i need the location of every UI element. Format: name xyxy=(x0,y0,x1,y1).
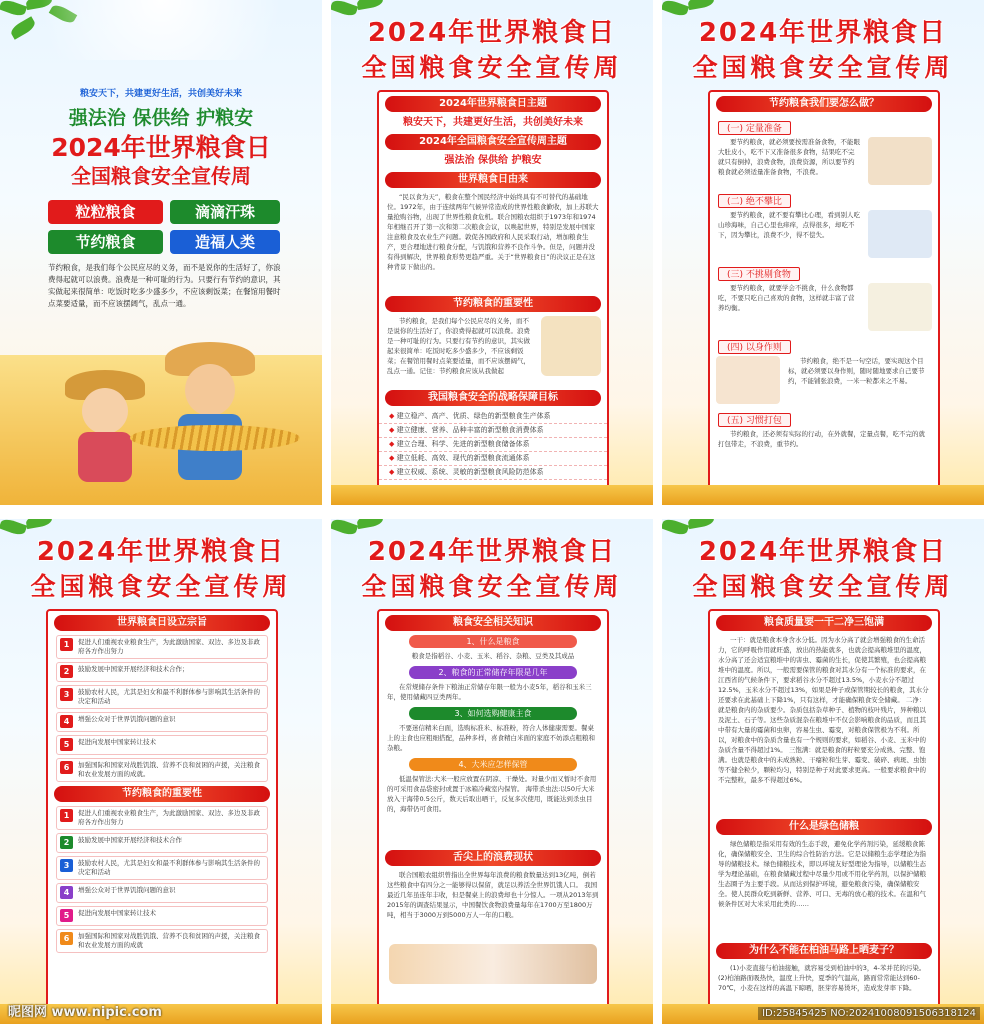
section-bar: 我国粮食安全的战略保障目标 xyxy=(385,390,601,406)
panel-purpose xyxy=(0,519,322,1024)
panel-theme xyxy=(331,0,653,505)
theme-text: 强法治 保供给 护粮安 xyxy=(444,155,542,166)
asphalt-text: (1)小麦直接与柏油接触，就容易受到柏油中的3，4-苯并芘的污染。 (2)柏油路面吸热快，温度上升快，夏季的气温高，路面常常能达到60-70℃，小麦在这样的高温下晾晒，胚芽容易烫坏，造成发芽率下降。 xyxy=(718,964,926,992)
purpose-item: 5 促进向发展中国家转让技术 xyxy=(56,735,268,755)
content-card xyxy=(377,90,609,490)
quality-text: 一干：就是粮食本身含水分低。因为水分高了就会增强粮食的生命活力，它的呼吸作用就旺盛，放出的热能就多，也就会提高粮堆里的温度，水分高了还会适宜粮堆中的害虫、霉菌的生长，促使其繁殖，也会提高粮堆中的温度。所以，一般需要保管的粮食对其水分有一个标准的要求，在江西省的气候条件下，要求稻谷水分不超过13.5%，小麦水分不超过12.5%，玉米水分不超过13%，如果是种子或保管期较长的粮食，其水分还要求在此基础上下降1%，只有这样，才能确保粮食安全储藏。 二净：就是粮食内的杂质要少。杂质包括杂草种子、植物的枝叶残片，异种粮以及泥土、石子等。这些杂质混杂在粮堆中不仅会影响粮食的品质，而且其中带有大量的霉菌和虫卵，容易生虫、霉变，对粮食保管极为不利。所以，对粮食中的杂质含量也有一个规则的要求，如稻谷、小麦、玉米中的杂质含量不得超过1%。 三饱满：就是粮食的籽粒要充分成熟、完整、饱满。也就是粮食中的未成熟粒、干瘪粒和生芽、霉变、破碎、病斑、虫蚀等不健全粒少，颗粒均匀，特别是种子对此要求更高。一般要求粮食中的不完整粒，最多不得超过6%。 xyxy=(718,636,929,784)
green-storage-text: 绿色储粮是指采用有效的生态手段，避免化学药剂污染，延缓粮食陈化，确保储粮安全、卫生的综合性防治方法。它是以储粮生态学理论为指导的储粮技术。绿色储粮技术，即以环境友好型理论为指导，以储粮生态学为理论基础，在粮食储藏过程中尽量少用或不用化学药剂，以保护储粮生态圈子为主要手段。从而达到保护环境，避免粮食污染，确保储粮安全。使人民群众吃到新鲜、营养、可口、无毒的放心粮的技术。在温和气候条件区对大米采用此类的…… xyxy=(718,840,926,908)
purpose-item: 4 增强公众对于世界饥饿问题的意识 xyxy=(56,712,268,732)
section-bar: 2024年世界粮食日主题 xyxy=(385,96,601,112)
step-block xyxy=(710,262,938,335)
cover-line1: 强法治 保供给 护粮安 xyxy=(68,107,254,129)
question-pill: 1、什么是粮食 xyxy=(409,635,577,648)
section-bar: 世界粮食日由来 xyxy=(385,172,601,188)
field-strip xyxy=(662,485,984,505)
step-text: 要节约粮食，就要学会不挑食，什么食物都吃，不要只吃自己喜欢的食物，这样就丰富了营养均衡。 xyxy=(718,284,855,312)
answer-text: 低温保管法:大米一般应放置在阴凉、干燥处。对量少而又暂时不食用的可采用食品袋密封或置于冰箱冷藏室内保管。 海带杀虫法:以50斤大米放入干海带0.5公斤，数天后取出晒干，反复多次使用，既能达到杀虫目的，海带仍可食用。 xyxy=(387,775,597,813)
header-subtitle: 全国粮食安全宣传周 xyxy=(30,572,292,601)
section-bar: 节约粮食的重要性 xyxy=(54,786,270,802)
importance-item: 1 促进人们重视农业粮食生产，为此激励国家、双边、多边及非政府各方作出努力 xyxy=(56,806,268,830)
content-card xyxy=(708,90,940,490)
importance-item: 4 增强公众对于世界饥饿问题的意识 xyxy=(56,883,268,903)
panel-cover xyxy=(0,0,322,505)
waste-illustration xyxy=(389,944,597,984)
goal-item: ◆ 建立合理、科学、先进的新型粮食储备体系 xyxy=(379,438,607,452)
step-block xyxy=(710,116,938,189)
watermark-left: 昵图网 www.nipic.com xyxy=(8,1005,162,1020)
panel-how-to-save xyxy=(662,0,984,505)
section-bar: 世界粮食日设立宗旨 xyxy=(54,615,270,631)
answer-text: 不要迷信精米白面，选购标准米、标准粉，符合人体健康需要。餐桌上的主食也应粗细搭配，品种多样，喜食精白米面的家庭不妨添点粗粮和杂粮。 xyxy=(387,724,595,752)
badge-4: 造福人类 xyxy=(170,230,280,254)
step-label: (一) 定量准备 xyxy=(718,121,791,135)
panel-quality xyxy=(662,519,984,1024)
question-pill: 3、如何选购健康主食 xyxy=(409,707,577,720)
importance-item: 5 促进向发展中国家转让技术 xyxy=(56,906,268,926)
origin-text: “民以食为天”，粮食在整个国民经济中始终具有不可替代的基础地位。1972年，由于连续两年气候异常造成的世界性粮食歉收，加上苏联大量抢购谷物，出现了世界性粮食危机。联合国粮农组织于1973年和1974年相继召开了第一次和第二次粮食会议，以唤起世界，特别是发展中国家注意粮食及农业生产问题。敦促各国政府和人民采取行动，增加粮食生产，更合理地进行粮食分配，与饥饿和营养不良作斗争。但是，问题并没有得到解决，世界粮食形势更趋严重。关于“世界粮食日”的决议正是在这种背景下做出的。 xyxy=(387,193,599,271)
step-text: 节约粮食，还必须有实际的行动，在外就餐，定量点餐，吃不完的就打包带走，不浪费，重节约。 xyxy=(718,430,925,448)
header-title: 2024年世界粮食日 xyxy=(367,18,617,48)
badge-1: 粒粒粮食 xyxy=(48,200,163,224)
purpose-item: 3 鼓励农村人民，尤其是妇女和最不利群体参与影响其生活条件的决定和活动 xyxy=(56,685,268,709)
question-pill: 4、大米应怎样保管 xyxy=(409,758,577,771)
header-title: 2024年世界粮食日 xyxy=(367,537,617,567)
goal-item: ◆ 建立稳产、高产、优质、绿色的新型粮食生产体系 xyxy=(379,410,607,424)
answer-text: 在常规储存条件下粮油正常储存年限一般为小麦5年，稻谷和玉米三年，使用储藏四豆类两年。 xyxy=(387,683,592,701)
section-bar: 2024年全国粮食安全宣传周主题 xyxy=(385,134,601,150)
header-subtitle: 全国粮食安全宣传周 xyxy=(692,53,954,82)
field-strip xyxy=(331,1004,653,1024)
step-illustration xyxy=(868,137,932,185)
importance-text: 节约粮食，是我们每个公民应尽的义务，而不是说你的生活好了，你浪费得起就可以浪费。浪费是一种可耻的行为。只要行有节约的意识，其实做起来很简单：吃饭时吃多少盛多少，不应该剩饭菜；在餐馆用餐时点菜要适量，而不应该摆阔气，乱点一通。记住：节约粮食应该从我做起 xyxy=(387,317,530,375)
badge-3: 节约粮食 xyxy=(48,230,163,254)
goal-item: ◆ 建立权威、系统、灵敏的新型粮食风险防范体系 xyxy=(379,466,607,480)
importance-item: 6 加强国际和国家对战胜饥饿、营养不良和贫困的声援，关注粮食和农业发展方面的成就 xyxy=(56,929,268,953)
theme-text: 粮安天下，共建更好生活，共创美好未来 xyxy=(403,117,583,128)
step-label: (二) 绝不攀比 xyxy=(718,194,791,208)
cover-line2: 2024年世界粮食日 xyxy=(51,133,271,162)
section-bar: 什么是绿色储粮 xyxy=(716,819,932,835)
watermark-right: ID:25845425 NO:20241008091506318124 xyxy=(758,1007,980,1020)
waste-text: 联合国粮农组织曾指出全世界每年浪费的粮食数量达到13亿吨，倒若这些粮食中有四分之一能够得以保留，就足以养活全世界饥饿人口。 我国最近几年虽连年丰收，但是餐桌上的浪费却也十分惊人。一项从2013年到2015年的调查结果显示，中国餐饮食物浪费量每年在1700万至1800万吨，相当于3000万到5000万人一年的口粮。 xyxy=(387,871,599,919)
content-card xyxy=(708,609,940,1009)
section-bar: 粮食安全相关知识 xyxy=(385,615,601,631)
purpose-item: 6 加强国际和国家对战胜饥饿、营养不良和贫困的声援，关注粮食和农业发展方面的成就。 xyxy=(56,758,268,782)
goal-item: ◆ 建立健康、营养、品种丰富的新型粮食消费体系 xyxy=(379,424,607,438)
purpose-item: 1 促进人们重视农业粮食生产，为此激励国家、双边、多边及非政府各方作出努力 xyxy=(56,635,268,659)
header-subtitle: 全国粮食安全宣传周 xyxy=(692,572,954,601)
content-card xyxy=(377,609,609,1009)
section-bar: 舌尖上的浪费现状 xyxy=(385,850,601,866)
step-text: 要节约粮食，就必须要按需准备食物，不能眼大肚皮小，吃不下又准备很多食物，结果吃不完就只有倒掉，浪费食物，浪费资源，所以要节约粮食就必须适量准备食物，不浪费。 xyxy=(718,138,860,176)
cover-line3: 全国粮食安全宣传周 xyxy=(71,164,251,188)
step-illustration xyxy=(868,283,932,331)
section-bar: 节约粮食的重要性 xyxy=(385,296,601,312)
step-label: (四) 以身作则 xyxy=(718,340,791,354)
section-bar: 节约粮食我们要怎么做？ xyxy=(716,96,932,112)
section-bar: 粮食质量要一干二净三饱满 xyxy=(716,615,932,631)
step-block xyxy=(710,189,938,262)
goal-item: ◆ 建立低耗、高效、现代的新型粮食流通体系 xyxy=(379,452,607,466)
step-label: (三) 不挑剔食物 xyxy=(718,267,800,281)
farmer-woman-illustration xyxy=(60,370,150,480)
importance-item: 3 鼓励农村人民，尤其是妇女和最不利群体参与影响其生活条件的决定和活动 xyxy=(56,856,268,880)
saving-illustration xyxy=(541,316,601,376)
header-title: 2024年世界粮食日 xyxy=(698,18,948,48)
header-subtitle: 全国粮食安全宣传周 xyxy=(361,572,623,601)
answer-text: 粮食是指稻谷、小麦、玉米、稻谷、杂粮、豆类及其成品 xyxy=(411,652,575,660)
step-block xyxy=(710,408,938,468)
wheat-bundle xyxy=(130,425,300,451)
question-pill: 2、粮食的正常储存年限是几年 xyxy=(409,666,577,679)
importance-item: 2 鼓励发展中国家开展经济和技术合作 xyxy=(56,833,268,853)
header-title: 2024年世界粮食日 xyxy=(36,537,286,567)
cover-text: 节约粮食，是我们每个公民应尽的义务，而不是说你的生活好了，你浪费得起就可以浪费。浪费是一种可耻的行为。只要行有节约的意识，其实做起来很简单：吃饭时吃多少盛多少，不应该剩饭菜；在餐馆用餐时点菜要适量，而不应该摆阔气，乱点一通。 xyxy=(48,263,281,308)
panel-knowledge xyxy=(331,519,653,1024)
section-bar: 为什么不能在柏油马路上晒麦子？ xyxy=(716,943,932,959)
farmer-man-illustration xyxy=(160,342,260,482)
step-text: 要节约粮食，就不要有攀比心理，看到别人吃山珍海味，自己心里也痒痒，点得很多，却吃不下，因为攀比，浪费不少，得不偿失。 xyxy=(718,211,860,239)
step-illustration xyxy=(716,356,780,404)
purpose-item: 2 鼓励发展中国家开展经济和技术合作； xyxy=(56,662,268,682)
header-title: 2024年世界粮食日 xyxy=(698,537,948,567)
step-illustration xyxy=(868,210,932,258)
header-subtitle: 全国粮食安全宣传周 xyxy=(361,53,623,82)
badge-2: 滴滴汗珠 xyxy=(170,200,280,224)
step-text: 节约粮食，绝不是一句空话，要实现这个目标，就必须要以身作则，随时随地要求自己要节约，不能铺张浪费，一米一粒都来之不易。 xyxy=(788,357,925,385)
cover-slogan: 粮安天下，共建更好生活，共创美好未来 xyxy=(79,89,242,99)
content-card xyxy=(46,609,278,1009)
field-strip xyxy=(331,485,653,505)
step-label: (五) 习惯打包 xyxy=(718,413,791,427)
step-block xyxy=(710,335,938,408)
